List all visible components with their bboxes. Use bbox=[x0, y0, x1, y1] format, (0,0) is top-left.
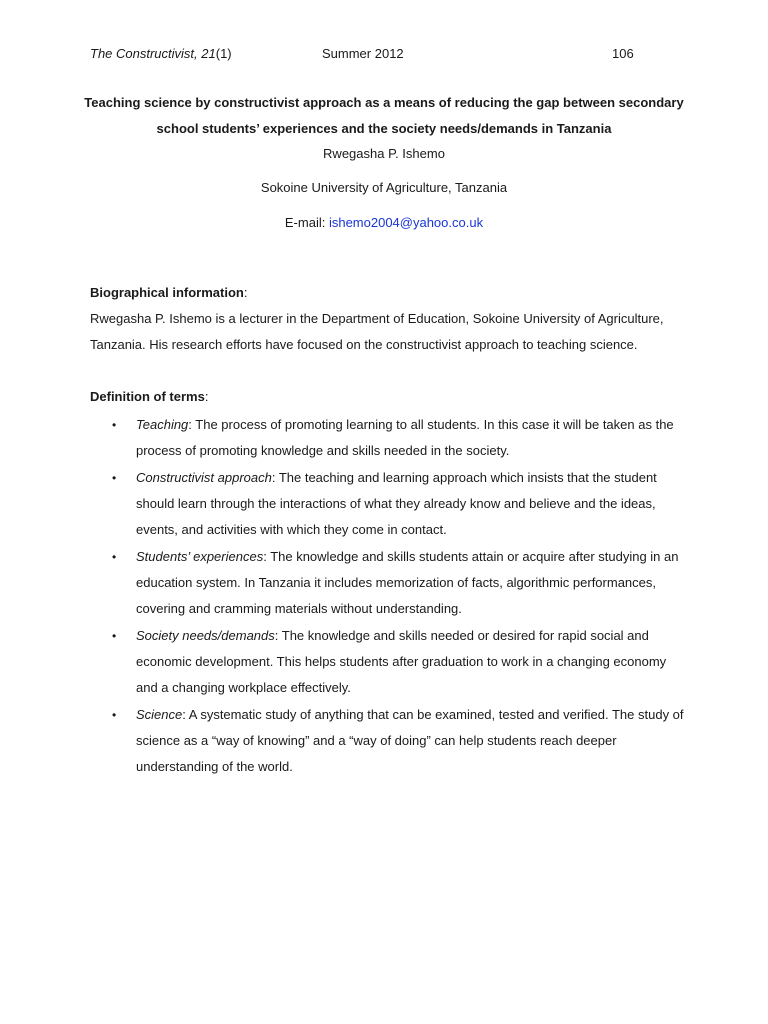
journal-name: The Constructivist, bbox=[90, 46, 202, 61]
bullet-icon: • bbox=[112, 471, 117, 485]
journal-citation bbox=[90, 45, 232, 63]
definitions-list bbox=[90, 412, 690, 780]
definition-text: : The knowledge and skills needed or desired for rapid social and economic development. This helps students after graduation to work in a changing economy and a changing workplace effectively. bbox=[136, 628, 667, 695]
author-affiliation: Sokoine University of Agriculture, Tanzania bbox=[260, 180, 508, 195]
email-link[interactable]: ishemo2004@yahoo.co.uk bbox=[328, 215, 484, 230]
definition-text: : The teaching and learning approach which insists that the student should learn through the interactions of what they already know and believe and the ideas, events, and activities with which they come in contact. bbox=[136, 470, 657, 537]
definition-text: : A systematic study of anything that can be examined, tested and verified. The study of science as a “way of knowing” and a “way of doing” can help students reach deeper understanding of the world. bbox=[136, 707, 684, 774]
definition-item-society-needs bbox=[90, 623, 690, 701]
journal-issue: (1) bbox=[215, 46, 232, 61]
definitions-heading-colon: : bbox=[204, 389, 209, 404]
biography-heading-colon: : bbox=[243, 285, 248, 300]
definitions-heading-line bbox=[90, 388, 690, 406]
article-title: Teaching science by constructivist approach as a means of reducing the gap between secondary school students’ experiences and the society needs/demands in Tanzania bbox=[84, 95, 684, 136]
biography-text: Rwegasha P. Ishemo is a lecturer in the Department of Education, Sokoine University of Agriculture, Tanzania. His research efforts have focused on the constructivist approach to teaching science. bbox=[90, 311, 664, 352]
page-number: 106 bbox=[612, 46, 634, 61]
definition-item-students-experiences bbox=[90, 544, 690, 622]
biography-section bbox=[90, 284, 690, 358]
bullet-icon: • bbox=[112, 550, 117, 564]
bullet-icon: • bbox=[112, 708, 117, 722]
definition-text: : The knowledge and skills students attain or acquire after studying in an education system. In Tanzania it includes memorization of facts, algorithmic performances, covering and cramming materials without understanding. bbox=[136, 549, 679, 616]
author-name: Rwegasha P. Ishemo bbox=[323, 146, 445, 161]
definition-term: Constructivist approach bbox=[136, 470, 272, 485]
biography-heading: Biographical information bbox=[90, 285, 244, 300]
definition-item-constructivist-approach bbox=[90, 465, 690, 543]
author-email bbox=[0, 214, 768, 232]
bullet-icon: • bbox=[112, 418, 117, 432]
issue-season: Summer 2012 bbox=[322, 46, 404, 61]
definitions-section bbox=[90, 388, 690, 781]
email-label: E-mail: bbox=[284, 215, 329, 230]
definition-item-teaching bbox=[90, 412, 690, 464]
definition-item-science bbox=[90, 702, 690, 780]
definition-text: : The process of promoting learning to all students. In this case it will be taken as the process of promoting knowledge and skills needed in the society. bbox=[136, 417, 674, 458]
definition-term: Teaching bbox=[136, 417, 189, 432]
definition-term: Students’ experiences bbox=[136, 549, 264, 564]
definition-term: Science bbox=[136, 707, 183, 722]
bullet-icon: • bbox=[112, 629, 117, 643]
definitions-heading: Definition of terms bbox=[90, 389, 205, 404]
definition-term: Society needs/demands bbox=[136, 628, 275, 643]
biography-heading-line bbox=[90, 284, 690, 302]
journal-volume: 21 bbox=[201, 46, 216, 61]
